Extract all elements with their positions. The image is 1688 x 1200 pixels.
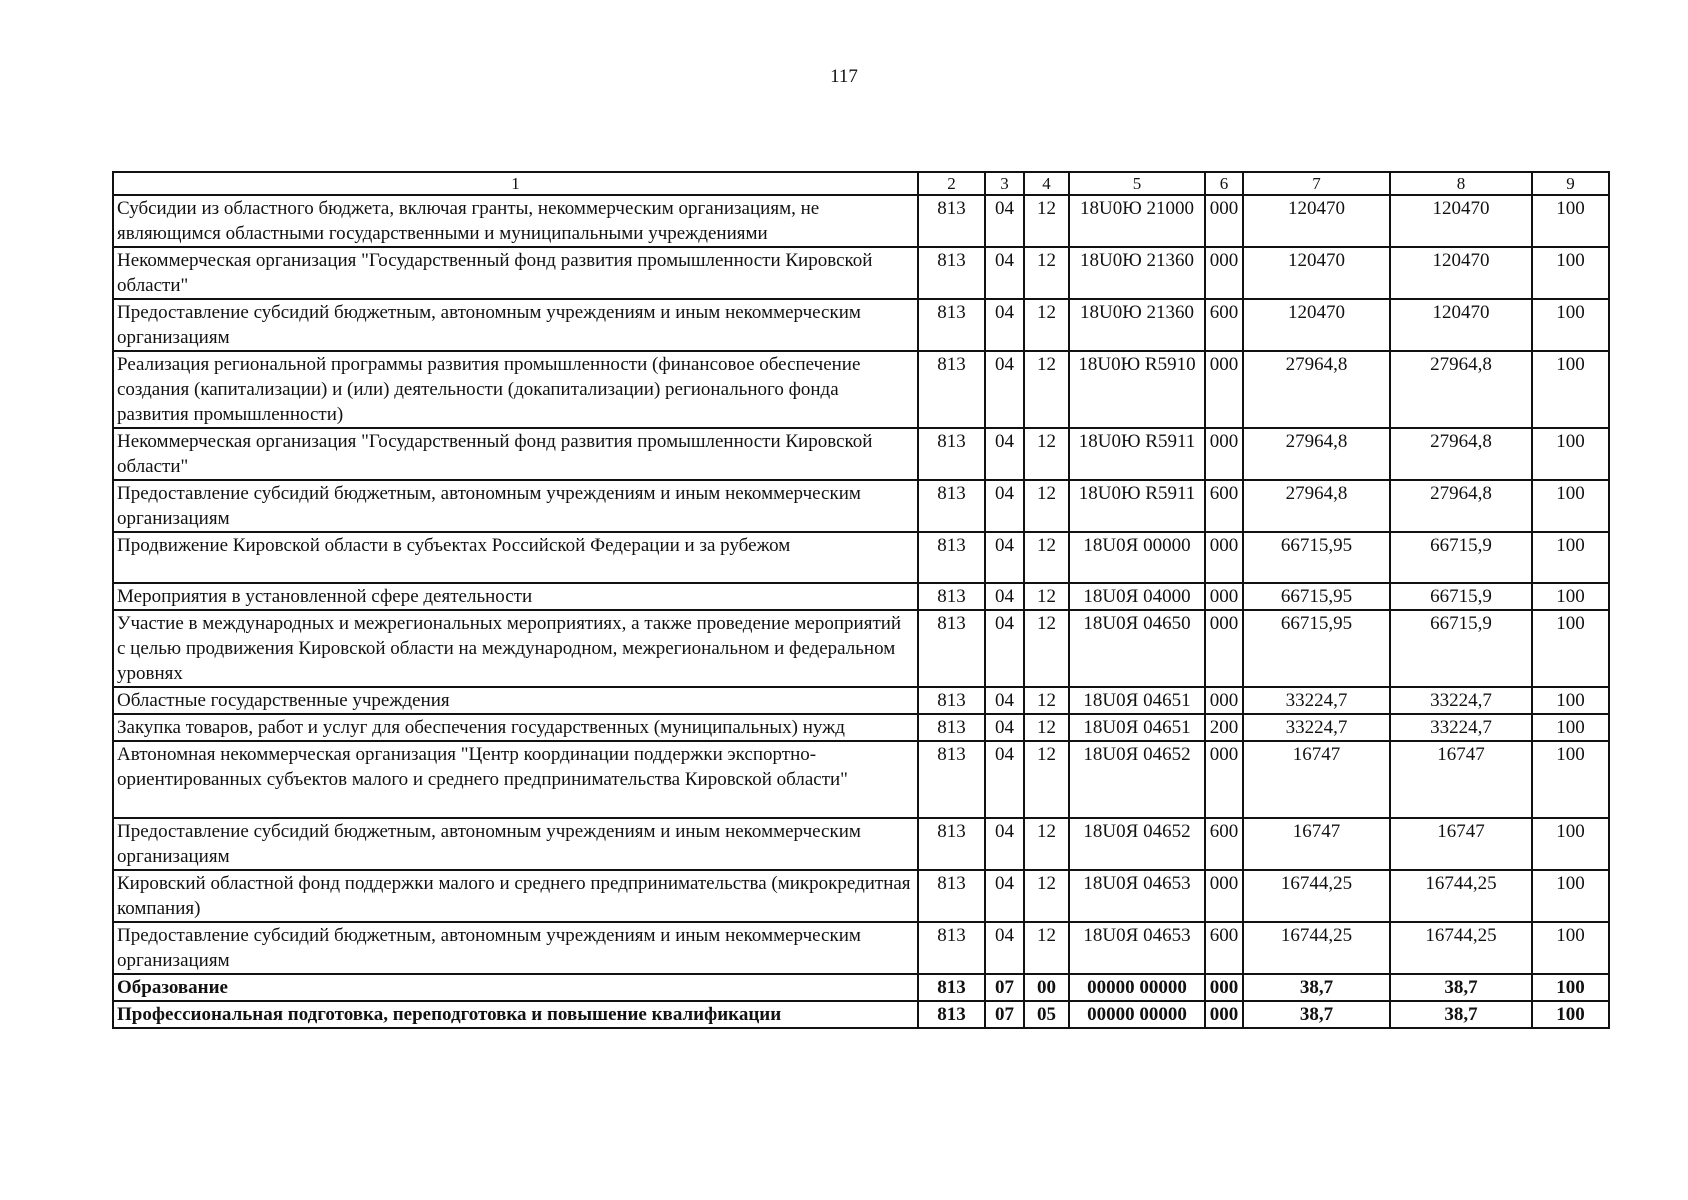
row-description: Субсидии из областного бюджета, включая гранты, некоммерческим организациям, не являющимся областными государственными и муниципальными учреждениями <box>113 195 918 247</box>
column-number-row <box>113 172 1609 195</box>
cell-chapter: 813 <box>918 480 985 532</box>
cell-executed-amount: 66715,9 <box>1390 610 1532 687</box>
cell-percent: 100 <box>1532 610 1609 687</box>
cell-percent: 100 <box>1532 299 1609 351</box>
table-row <box>113 870 1609 922</box>
cell-executed-amount: 16744,25 <box>1390 922 1532 974</box>
cell-executed-amount: 27964,8 <box>1390 480 1532 532</box>
cell-section: 07 <box>985 1001 1024 1028</box>
table-row <box>113 1001 1609 1028</box>
cell-target-article: 18U0Я 04650 <box>1069 610 1205 687</box>
header-col-3: 3 <box>985 172 1024 195</box>
cell-subsection: 12 <box>1024 428 1069 480</box>
cell-section: 04 <box>985 870 1024 922</box>
cell-expense-type: 000 <box>1205 974 1243 1001</box>
header-col-9: 9 <box>1532 172 1609 195</box>
cell-section: 04 <box>985 247 1024 299</box>
cell-executed-amount: 16747 <box>1390 741 1532 818</box>
table-body <box>113 172 1609 1028</box>
cell-expense-type: 600 <box>1205 299 1243 351</box>
cell-chapter: 813 <box>918 583 985 610</box>
row-description: Продвижение Кировской области в субъектах Российской Федерации и за рубежом <box>113 532 918 583</box>
row-description: Реализация региональной программы развития промышленности (финансовое обеспечение создания (капитализации) и (или) деятельности (докапитализации) регионального фонда развития промышленности) <box>113 351 918 428</box>
cell-percent: 100 <box>1532 247 1609 299</box>
cell-subsection: 12 <box>1024 480 1069 532</box>
cell-chapter: 813 <box>918 741 985 818</box>
cell-plan-amount: 120470 <box>1243 299 1390 351</box>
cell-target-article: 18U0Ю R5911 <box>1069 480 1205 532</box>
cell-subsection: 12 <box>1024 870 1069 922</box>
cell-target-article: 18U0Ю 21360 <box>1069 247 1205 299</box>
cell-target-article: 18U0Я 04000 <box>1069 583 1205 610</box>
cell-section: 04 <box>985 714 1024 741</box>
header-col-1: 1 <box>113 172 918 195</box>
cell-chapter: 813 <box>918 428 985 480</box>
table-row <box>113 247 1609 299</box>
cell-expense-type: 000 <box>1205 870 1243 922</box>
cell-plan-amount: 33224,7 <box>1243 714 1390 741</box>
cell-subsection: 12 <box>1024 532 1069 583</box>
cell-target-article: 18U0Я 04651 <box>1069 687 1205 714</box>
cell-subsection: 12 <box>1024 351 1069 428</box>
cell-subsection: 12 <box>1024 922 1069 974</box>
cell-executed-amount: 16744,25 <box>1390 870 1532 922</box>
table-row <box>113 714 1609 741</box>
cell-section: 04 <box>985 351 1024 428</box>
cell-plan-amount: 33224,7 <box>1243 687 1390 714</box>
cell-expense-type: 000 <box>1205 351 1243 428</box>
cell-executed-amount: 120470 <box>1390 247 1532 299</box>
row-description: Профессиональная подготовка, переподготовка и повышение квалификации <box>113 1001 918 1028</box>
row-description: Предоставление субсидий бюджетным, автономным учреждениям и иным некоммерческим организациям <box>113 480 918 532</box>
cell-section: 04 <box>985 195 1024 247</box>
cell-chapter: 813 <box>918 922 985 974</box>
cell-percent: 100 <box>1532 351 1609 428</box>
cell-executed-amount: 33224,7 <box>1390 714 1532 741</box>
header-col-6: 6 <box>1205 172 1243 195</box>
cell-subsection: 12 <box>1024 247 1069 299</box>
cell-subsection: 12 <box>1024 583 1069 610</box>
cell-executed-amount: 66715,9 <box>1390 532 1532 583</box>
cell-section: 04 <box>985 687 1024 714</box>
table-row <box>113 818 1609 870</box>
cell-chapter: 813 <box>918 974 985 1001</box>
cell-chapter: 813 <box>918 818 985 870</box>
cell-executed-amount: 38,7 <box>1390 1001 1532 1028</box>
table-row <box>113 583 1609 610</box>
cell-expense-type: 000 <box>1205 583 1243 610</box>
header-col-7: 7 <box>1243 172 1390 195</box>
cell-section: 04 <box>985 922 1024 974</box>
cell-percent: 100 <box>1532 532 1609 583</box>
table-row <box>113 428 1609 480</box>
cell-subsection: 05 <box>1024 1001 1069 1028</box>
cell-expense-type: 600 <box>1205 818 1243 870</box>
row-description: Областные государственные учреждения <box>113 687 918 714</box>
cell-plan-amount: 16744,25 <box>1243 870 1390 922</box>
cell-target-article: 18U0Я 04652 <box>1069 741 1205 818</box>
cell-chapter: 813 <box>918 247 985 299</box>
cell-percent: 100 <box>1532 428 1609 480</box>
cell-percent: 100 <box>1532 687 1609 714</box>
cell-subsection: 00 <box>1024 974 1069 1001</box>
table-row <box>113 974 1609 1001</box>
cell-subsection: 12 <box>1024 299 1069 351</box>
cell-expense-type: 600 <box>1205 922 1243 974</box>
cell-plan-amount: 66715,95 <box>1243 532 1390 583</box>
cell-target-article: 18U0Ю R5911 <box>1069 428 1205 480</box>
table-row <box>113 687 1609 714</box>
cell-expense-type: 000 <box>1205 247 1243 299</box>
row-description: Предоставление субсидий бюджетным, автономным учреждениям и иным некоммерческим организациям <box>113 818 918 870</box>
cell-section: 04 <box>985 818 1024 870</box>
cell-subsection: 12 <box>1024 818 1069 870</box>
header-col-8: 8 <box>1390 172 1532 195</box>
cell-plan-amount: 27964,8 <box>1243 351 1390 428</box>
cell-target-article: 18U0Я 00000 <box>1069 532 1205 583</box>
cell-executed-amount: 27964,8 <box>1390 428 1532 480</box>
table-row <box>113 741 1609 818</box>
row-description: Мероприятия в установленной сфере деятельности <box>113 583 918 610</box>
table-row <box>113 922 1609 974</box>
table-row <box>113 532 1609 583</box>
cell-expense-type: 000 <box>1205 610 1243 687</box>
cell-expense-type: 000 <box>1205 532 1243 583</box>
cell-plan-amount: 38,7 <box>1243 974 1390 1001</box>
cell-chapter: 813 <box>918 351 985 428</box>
cell-plan-amount: 16744,25 <box>1243 922 1390 974</box>
row-description: Участие в международных и межрегиональных мероприятиях, а также проведение мероприятий с целью продвижения Кировской области на международном, межрегиональном и федеральном уровнях <box>113 610 918 687</box>
budget-table <box>112 171 1610 1029</box>
cell-percent: 100 <box>1532 195 1609 247</box>
row-description: Автономная некоммерческая организация "Центр координации поддержки экспортно-ориентированных субъектов малого и среднего предпринимательства Кировской области" <box>113 741 918 818</box>
cell-executed-amount: 38,7 <box>1390 974 1532 1001</box>
cell-expense-type: 000 <box>1205 741 1243 818</box>
cell-section: 04 <box>985 741 1024 818</box>
cell-executed-amount: 120470 <box>1390 299 1532 351</box>
cell-chapter: 813 <box>918 299 985 351</box>
cell-section: 04 <box>985 610 1024 687</box>
cell-target-article: 00000 00000 <box>1069 974 1205 1001</box>
cell-expense-type: 000 <box>1205 428 1243 480</box>
cell-target-article: 18U0Я 04653 <box>1069 922 1205 974</box>
cell-section: 04 <box>985 299 1024 351</box>
cell-section: 04 <box>985 428 1024 480</box>
row-description: Некоммерческая организация "Государственный фонд развития промышленности Кировской области" <box>113 428 918 480</box>
cell-executed-amount: 33224,7 <box>1390 687 1532 714</box>
cell-subsection: 12 <box>1024 687 1069 714</box>
cell-chapter: 813 <box>918 195 985 247</box>
cell-subsection: 12 <box>1024 741 1069 818</box>
row-description: Предоставление субсидий бюджетным, автономным учреждениям и иным некоммерческим организациям <box>113 922 918 974</box>
cell-expense-type: 000 <box>1205 687 1243 714</box>
cell-section: 04 <box>985 583 1024 610</box>
header-col-5: 5 <box>1069 172 1205 195</box>
cell-percent: 100 <box>1532 974 1609 1001</box>
cell-plan-amount: 66715,95 <box>1243 583 1390 610</box>
row-description: Кировский областной фонд поддержки малого и среднего предпринимательства (микрокредитная компания) <box>113 870 918 922</box>
cell-expense-type: 000 <box>1205 1001 1243 1028</box>
cell-percent: 100 <box>1532 741 1609 818</box>
cell-percent: 100 <box>1532 714 1609 741</box>
cell-target-article: 18U0Ю 21360 <box>1069 299 1205 351</box>
cell-target-article: 18U0Я 04651 <box>1069 714 1205 741</box>
cell-chapter: 813 <box>918 532 985 583</box>
row-description: Предоставление субсидий бюджетным, автономным учреждениям и иным некоммерческим организациям <box>113 299 918 351</box>
cell-plan-amount: 27964,8 <box>1243 428 1390 480</box>
cell-executed-amount: 27964,8 <box>1390 351 1532 428</box>
table-row <box>113 195 1609 247</box>
cell-plan-amount: 120470 <box>1243 247 1390 299</box>
cell-percent: 100 <box>1532 870 1609 922</box>
cell-percent: 100 <box>1532 1001 1609 1028</box>
cell-expense-type: 200 <box>1205 714 1243 741</box>
table-row <box>113 610 1609 687</box>
cell-percent: 100 <box>1532 818 1609 870</box>
cell-chapter: 813 <box>918 870 985 922</box>
cell-plan-amount: 66715,95 <box>1243 610 1390 687</box>
cell-expense-type: 600 <box>1205 480 1243 532</box>
cell-executed-amount: 120470 <box>1390 195 1532 247</box>
cell-chapter: 813 <box>918 610 985 687</box>
table-row <box>113 351 1609 428</box>
cell-expense-type: 000 <box>1205 195 1243 247</box>
cell-subsection: 12 <box>1024 610 1069 687</box>
cell-chapter: 813 <box>918 687 985 714</box>
row-description: Образование <box>113 974 918 1001</box>
cell-target-article: 00000 00000 <box>1069 1001 1205 1028</box>
cell-subsection: 12 <box>1024 195 1069 247</box>
table-row <box>113 299 1609 351</box>
cell-plan-amount: 120470 <box>1243 195 1390 247</box>
row-description: Закупка товаров, работ и услуг для обеспечения государственных (муниципальных) нужд <box>113 714 918 741</box>
cell-plan-amount: 16747 <box>1243 741 1390 818</box>
header-col-2: 2 <box>918 172 985 195</box>
cell-section: 07 <box>985 974 1024 1001</box>
header-col-4: 4 <box>1024 172 1069 195</box>
cell-target-article: 18U0Я 04652 <box>1069 818 1205 870</box>
cell-target-article: 18U0Ю 21000 <box>1069 195 1205 247</box>
cell-plan-amount: 16747 <box>1243 818 1390 870</box>
cell-target-article: 18U0Я 04653 <box>1069 870 1205 922</box>
cell-plan-amount: 38,7 <box>1243 1001 1390 1028</box>
cell-percent: 100 <box>1532 922 1609 974</box>
cell-chapter: 813 <box>918 1001 985 1028</box>
cell-percent: 100 <box>1532 480 1609 532</box>
table-row <box>113 480 1609 532</box>
cell-target-article: 18U0Ю R5910 <box>1069 351 1205 428</box>
cell-executed-amount: 66715,9 <box>1390 583 1532 610</box>
cell-percent: 100 <box>1532 583 1609 610</box>
cell-plan-amount: 27964,8 <box>1243 480 1390 532</box>
cell-section: 04 <box>985 532 1024 583</box>
page-number: 117 <box>830 66 858 87</box>
row-description: Некоммерческая организация "Государственный фонд развития промышленности Кировской области" <box>113 247 918 299</box>
cell-executed-amount: 16747 <box>1390 818 1532 870</box>
cell-chapter: 813 <box>918 714 985 741</box>
cell-subsection: 12 <box>1024 714 1069 741</box>
cell-section: 04 <box>985 480 1024 532</box>
